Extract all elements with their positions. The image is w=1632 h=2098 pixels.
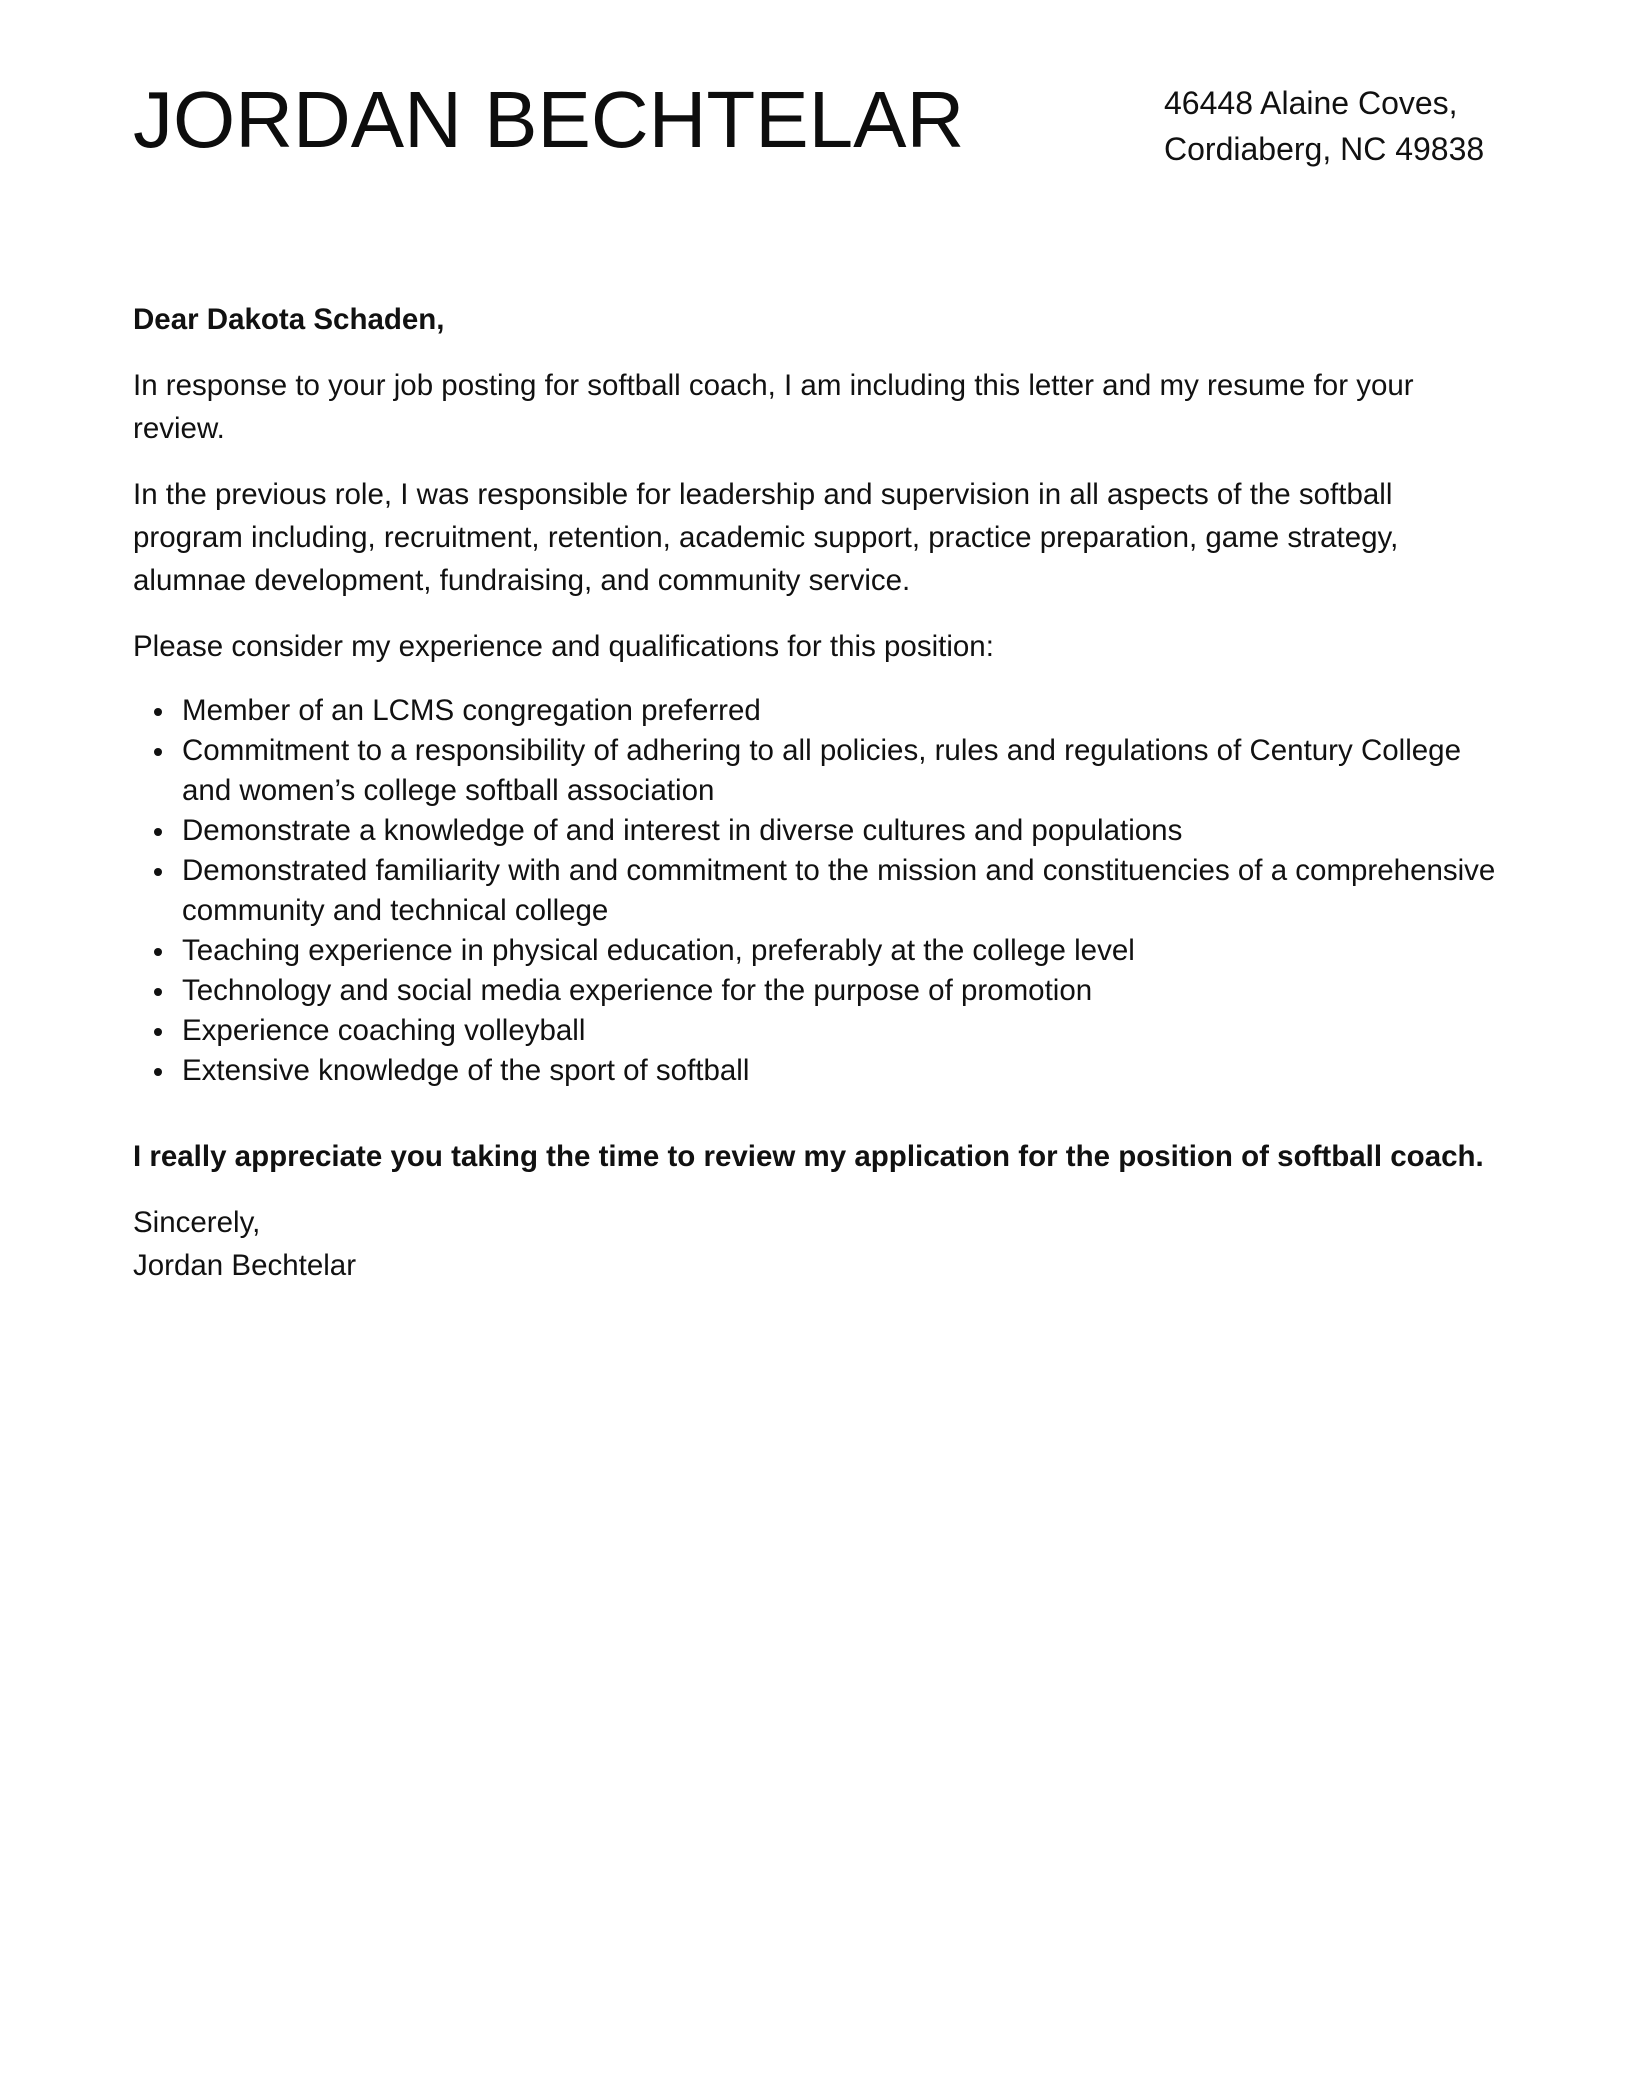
- list-item: Extensive knowledge of the sport of softball: [182, 1051, 1503, 1091]
- signoff-block: [133, 1201, 1503, 1287]
- address-line-2: Cordiaberg, NC 49838: [1164, 131, 1485, 167]
- experience-paragraph: In the previous role, I was responsible for leadership and supervision in all aspects of the softball program including, recruitment, retention, academic support, practice preparation, game strategy, alumnae development, fundraising, and community service.: [133, 478, 1399, 597]
- list-item: Commitment to a responsibility of adhering to all policies, rules and regulations of Century College and women’s college softball association: [182, 731, 1503, 811]
- list-item: Demonstrated familiarity with and commitment to the mission and constituencies of a comprehensive community and technical college: [182, 851, 1503, 931]
- letter-body: [133, 298, 1503, 1287]
- qualifications-list: [133, 691, 1503, 1091]
- applicant-address: [1164, 80, 1484, 172]
- closing-paragraph: I really appreciate you taking the time to review my application for the position of softball coach.: [133, 1140, 1484, 1173]
- applicant-name: JORDAN BECHTELAR: [133, 75, 965, 164]
- list-item: Technology and social media experience for the purpose of promotion: [182, 971, 1503, 1011]
- list-item: Demonstrate a knowledge of and interest in diverse cultures and populations: [182, 811, 1503, 851]
- signature: Jordan Bechtelar: [133, 1249, 357, 1282]
- qualifications-intro: Please consider my experience and qualifications for this position:: [133, 630, 994, 663]
- address-line-1: 46448 Alaine Coves,: [1164, 85, 1458, 121]
- salutation: Dear Dakota Schaden,: [133, 303, 445, 336]
- list-item: Teaching experience in physical education, preferably at the college level: [182, 931, 1503, 971]
- list-item: Member of an LCMS congregation preferred: [182, 691, 1503, 731]
- intro-paragraph: In response to your job posting for softball coach, I am including this letter and my resume for your review.: [133, 369, 1414, 445]
- signoff: Sincerely,: [133, 1206, 261, 1239]
- list-item: Experience coaching volleyball: [182, 1011, 1503, 1051]
